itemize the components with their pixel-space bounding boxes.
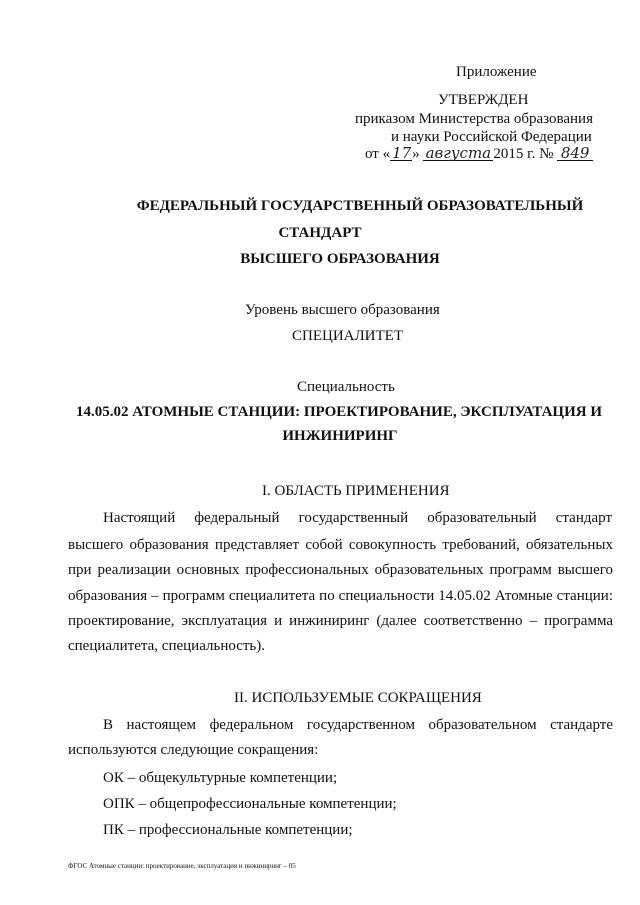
order-line-1: приказом Министерства образования <box>355 111 593 127</box>
title-line-2: СТАНДАРТ <box>278 225 362 241</box>
section-2-intro-line-2: используются следующие сокращения: <box>68 742 319 758</box>
title-line-1: ФЕДЕРАЛЬНЫЙ ГОСУДАРСТВЕННЫЙ ОБРАЗОВАТЕЛЬНЫЙ <box>136 198 584 214</box>
date-day: 17 <box>392 144 412 162</box>
level-value: СПЕЦИАЛИТЕТ <box>292 328 403 344</box>
page-footer: ФГОС Атомные станции: проектирование, эксплуатация и инжиниринг – 05 <box>68 862 296 870</box>
section-1-heading: I. ОБЛАСТЬ ПРИМЕНЕНИЯ <box>262 483 450 499</box>
section-1-line: специалитета, специальность). <box>68 638 266 654</box>
order-number: 849 <box>557 146 593 161</box>
abbreviation-item: ОК – общекультурные компетенции; <box>103 770 338 786</box>
date-prefix: от « <box>365 146 391 162</box>
level-label: Уровень высшего образования <box>245 302 440 318</box>
order-line-2: и науки Российской Федерации <box>391 129 592 145</box>
specialty-name-line-2: ИНЖИНИРИНГ <box>282 428 398 444</box>
date-year: 2015 г. № <box>493 146 554 162</box>
appendix-label: Приложение <box>456 64 537 80</box>
section-1-line: высшего образования представляет собой совокупность требований, обязательных <box>68 537 613 553</box>
section-1-line: образования – программ специалитета по специальности 14.05.02 Атомные станции: <box>68 588 613 604</box>
order-date-line <box>365 146 593 163</box>
specialty-label: Специальность <box>297 379 395 395</box>
abbreviation-item: ПК – профессиональные компетенции; <box>103 822 353 838</box>
abbreviation-item: ОПК – общепрофессиональные компетенции; <box>103 796 397 812</box>
title-line-3: ВЫСШЕГО ОБРАЗОВАНИЯ <box>240 251 440 267</box>
section-2-heading: II. ИСПОЛЬЗУЕМЫЕ СОКРАЩЕНИЯ <box>234 690 482 706</box>
section-1-line: проектирование, эксплуатация и инжиниринг (далее соответственно – программа <box>68 613 613 629</box>
date-mid: » <box>412 146 420 162</box>
section-1-line: Настоящий федеральный государственный образовательный стандарт <box>103 510 612 526</box>
section-2-intro-line-1: В настоящем федеральном государственном образовательном стандарте <box>103 717 613 733</box>
approved-label: УТВЕРЖДЕН <box>438 92 529 108</box>
specialty-name-line-1: 14.05.02 АТОМНЫЕ СТАНЦИИ: ПРОЕКТИРОВАНИЕ, ЭКСПЛУАТАЦИЯ И <box>76 404 603 420</box>
date-month: августа <box>423 146 493 161</box>
section-1-line: при реализации основных профессиональных образовательных программ высшего <box>68 562 613 578</box>
